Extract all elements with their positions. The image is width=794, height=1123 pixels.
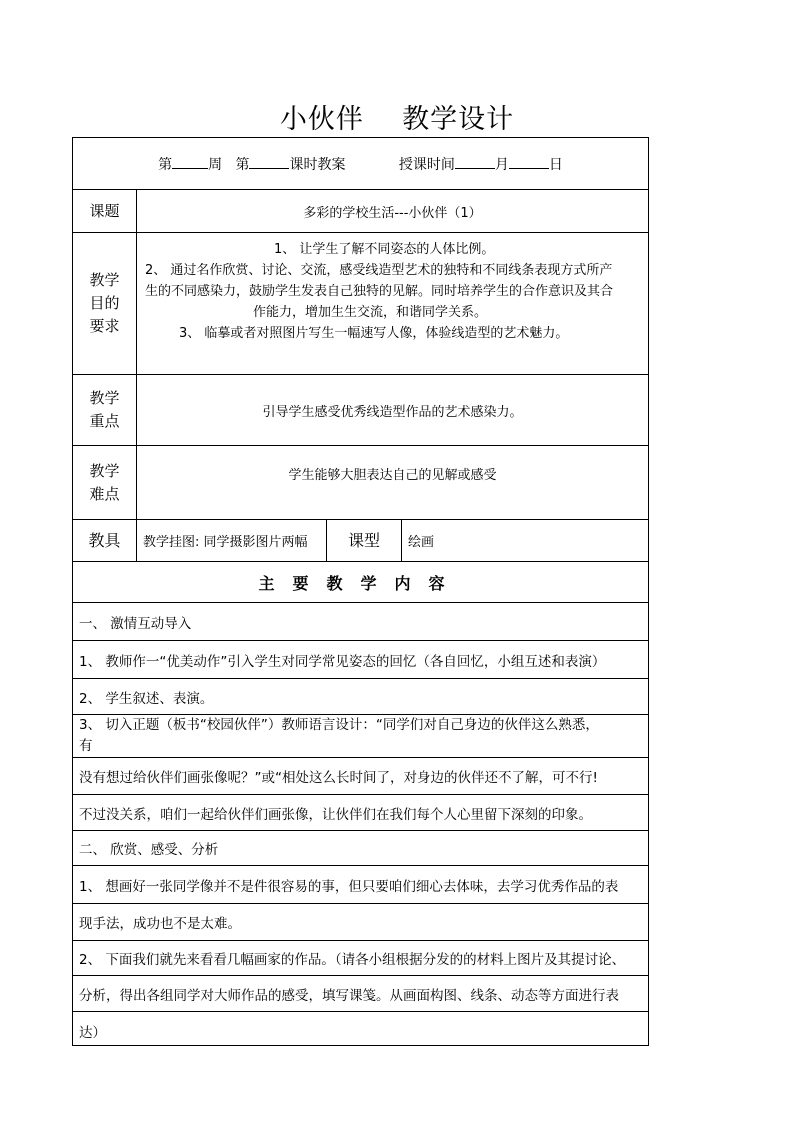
- key-points-label: [73, 375, 137, 446]
- key-points-label-line-2: 重点: [89, 412, 120, 430]
- content-row: [73, 603, 649, 641]
- goals-label: [73, 233, 137, 375]
- content-row: [73, 941, 649, 976]
- content-line-5: 不过没关系，咱们一起给伙伴们画张像，让伙伴们在我们每个人心里留下深刻的印象。: [73, 795, 649, 831]
- content-line-2: 2、 学生叙述、表演。: [73, 679, 649, 715]
- month-label: 月: [494, 156, 509, 173]
- tools-label: 教具: [73, 520, 137, 562]
- difficulties-label: [73, 446, 137, 520]
- content-line-10: 达）: [73, 1012, 649, 1046]
- content-line-6: 1、 想画好一张同学像并不是件很容易的事，但只要咱们细心去体味，去学习优秀作品的表: [73, 866, 649, 904]
- goal-line-2b: 生的不同感染力，鼓励学生发表自己独特的见解。同时培养学生的合作意识及其合: [145, 284, 614, 299]
- content-line-8: 2、 下面我们就先来看看几幅画家的作品。（请各小组根据分发的的材料上图片及其提讨论、: [73, 941, 649, 976]
- lesson-prefix: 第: [235, 156, 250, 173]
- week-suffix: 周: [208, 156, 223, 173]
- day-label: 日: [548, 156, 563, 173]
- document-title: 小伙伴 教学设计: [279, 104, 515, 135]
- content-row: [73, 795, 649, 831]
- main-content-title: 主要教学内容: [73, 562, 649, 603]
- difficulties-label-line-2: 难点: [89, 484, 120, 503]
- content-line-3: [73, 715, 649, 758]
- goals-label-line-1: 教学: [89, 271, 120, 289]
- section-1-heading: 一、 激情互动导入: [73, 603, 649, 641]
- lesson-type-label: 课型: [327, 520, 402, 562]
- topic-label: 课题: [73, 190, 137, 233]
- content-line-3a: 3、 切入正题（板书“校园伙伴”）教师语言设计：“同学们对自己身边的伙伴这么熟悉，: [79, 717, 599, 733]
- content-row: [73, 758, 649, 795]
- time-label: 授课时间: [398, 156, 455, 173]
- content-line-3b: 有: [79, 738, 93, 754]
- lesson-suffix: 课时教案: [289, 156, 346, 173]
- header-row: [73, 138, 649, 190]
- month-blank[interactable]: [455, 154, 495, 169]
- difficulties-value: 学生能够大胆表达自己的见解或感受: [137, 446, 649, 520]
- lesson-type-value: 绘画: [402, 520, 649, 562]
- content-line-7: 现手法，成功也不是太难。: [73, 904, 649, 941]
- content-row: [73, 715, 649, 758]
- section-2-heading: 二、 欣赏、感受、分析: [73, 831, 649, 866]
- goal-line-2a: 2、 通过名作欣赏、讨论、交流，感受线造型艺术的独特和不同线条表现方式所产: [145, 263, 613, 278]
- main-title-row: [73, 562, 649, 603]
- key-points-row: [73, 375, 649, 446]
- content-row: [73, 866, 649, 904]
- week-blank[interactable]: [172, 154, 208, 169]
- content-row: [73, 641, 649, 679]
- key-points-label-line-1: 教学: [89, 389, 120, 407]
- content-row: [73, 1012, 649, 1046]
- header-cell: [73, 138, 649, 190]
- tools-row: [73, 520, 649, 562]
- goal-line-3: 3、 临摹或者对照图片写生一幅速写人像，体验线造型的艺术魅力。: [179, 326, 569, 341]
- goal-line-1: 1、 让学生了解不同姿态的人体比例。: [274, 242, 495, 257]
- content-line-9: 分析，得出各组同学对大师作品的感受，填写课笺。从画面构图、线条、动态等方面进行表: [73, 976, 649, 1012]
- lesson-blank[interactable]: [249, 154, 289, 169]
- lesson-plan-table: [72, 137, 649, 1046]
- difficulties-row: [73, 446, 649, 520]
- tools-value: 教学挂图: 同学摄影图片两幅: [137, 520, 327, 562]
- goals-row: [73, 233, 649, 375]
- key-points-value: 引导学生感受优秀线造型作品的艺术感染力。: [137, 375, 649, 446]
- content-line-1: 1、 教师作一“优美动作”引入学生对同学常见姿态的回忆（各自回忆，小组互述和表演）: [73, 641, 649, 679]
- goals-text: [137, 233, 649, 375]
- topic-row: [73, 190, 649, 233]
- content-row: [73, 904, 649, 941]
- goals-label-line-2: 目的: [89, 294, 120, 312]
- content-row: [73, 679, 649, 715]
- difficulties-label-line-1: 教学: [89, 461, 120, 480]
- content-row: [73, 976, 649, 1012]
- content-row: [73, 831, 649, 866]
- goal-line-2c: 作能力，增加生生交流，和谐同学关系。: [253, 305, 488, 320]
- content-line-4: 没有想过给伙伴们画张像呢？”或“相处这么长时间了，对身边的伙伴还不了解，可不行!: [73, 758, 649, 795]
- week-prefix: 第: [158, 156, 173, 173]
- goals-label-line-3: 要求: [89, 317, 120, 335]
- day-blank[interactable]: [509, 154, 549, 169]
- topic-value: 多彩的学校生活---小伙伴（1）: [137, 190, 649, 233]
